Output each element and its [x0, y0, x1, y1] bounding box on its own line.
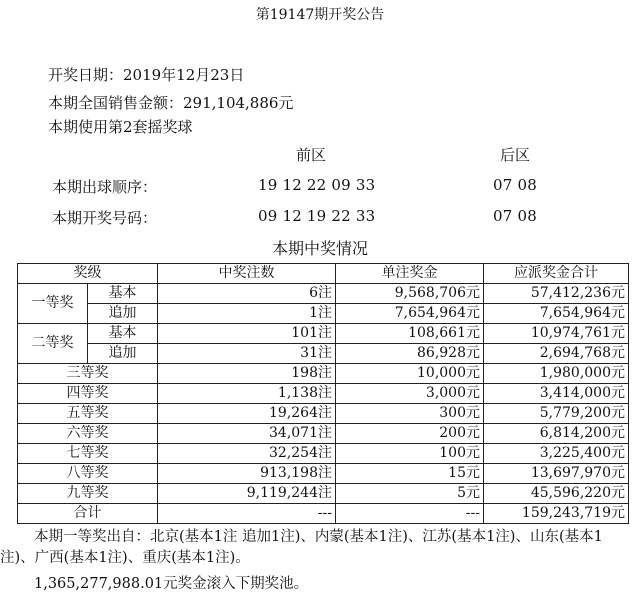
single-prize: 108,661元: [336, 324, 484, 344]
single-prize: 300元: [336, 404, 484, 424]
table-row: [18, 364, 629, 384]
total-prize: 3,225,400元: [484, 444, 629, 464]
prize-table: [17, 263, 629, 524]
single-prize: 5元: [336, 484, 484, 504]
single-prize: 200元: [336, 424, 484, 444]
single-prize: 10,000元: [336, 364, 484, 384]
winner-count: 198注: [158, 364, 336, 384]
table-row: [18, 444, 629, 464]
prize-type: 基本: [88, 284, 158, 304]
back-zone-header: 后区: [500, 146, 531, 164]
table-row: [18, 404, 629, 424]
winner-count: 1注: [158, 304, 336, 324]
first-prize-origin-text: 本期一等奖出自：北京(基本1注 追加1注)、内蒙(基本1注)、江苏(基本1注)、山东(基本1注)、广西(基本1注)、重庆(基本1注)。: [0, 529, 603, 566]
table-row: [18, 284, 629, 304]
total-prize: 13,697,970元: [484, 464, 629, 484]
prize-level: 五等奖: [18, 404, 158, 424]
single-prize: 7,654,964元: [336, 304, 484, 324]
sum-count: ---: [158, 504, 336, 524]
winner-count: 34,071注: [158, 424, 336, 444]
table-row: [18, 424, 629, 444]
header-total: 应派奖金合计: [484, 264, 629, 284]
table-sum-row: [18, 504, 629, 524]
header-count: 中奖注数: [158, 264, 336, 284]
winner-count: 101注: [158, 324, 336, 344]
total-prize: 3,414,000元: [484, 384, 629, 404]
prize-level: 四等奖: [18, 384, 158, 404]
winning-numbers-label: 本期开奖号码：: [52, 209, 158, 227]
total-prize: 57,412,236元: [484, 284, 629, 304]
draw-order-front: 19 12 22 09 33: [258, 176, 376, 194]
total-prize: 10,974,761元: [484, 324, 629, 344]
total-prize: 2,694,768元: [484, 344, 629, 364]
table-row: [18, 344, 629, 364]
prize-type: 基本: [88, 324, 158, 344]
winner-count: 31注: [158, 344, 336, 364]
jackpot-rollover: 1,365,277,988.01元奖金滚入下期奖池。: [34, 576, 309, 592]
prize-level: 八等奖: [18, 464, 158, 484]
ball-set-info: 本期使用第2套摇奖球: [48, 118, 193, 136]
winner-count: 19,264注: [158, 404, 336, 424]
prize-level: 九等奖: [18, 484, 158, 504]
winning-numbers-back: 07 08: [493, 207, 537, 225]
table-header-row: [18, 264, 629, 284]
prize-level: 一等奖: [18, 284, 88, 324]
winner-count: 1,138注: [158, 384, 336, 404]
total-prize: 5,779,200元: [484, 404, 629, 424]
single-prize: 86,928元: [336, 344, 484, 364]
table-row: [18, 464, 629, 484]
single-prize: 3,000元: [336, 384, 484, 404]
prize-level: 二等奖: [18, 324, 88, 364]
first-prize-origin-note: [0, 527, 632, 569]
table-row: [18, 324, 629, 344]
prize-level: 三等奖: [18, 364, 158, 384]
winner-count: 6注: [158, 284, 336, 304]
table-row: [18, 304, 629, 324]
front-zone-header: 前区: [296, 146, 327, 164]
prize-section-title: 本期中奖情况: [271, 239, 368, 258]
draw-date: 开奖日期：2019年12月23日: [48, 66, 245, 84]
winner-count: 913,198注: [158, 464, 336, 484]
prize-level: 六等奖: [18, 424, 158, 444]
sum-label: 合计: [18, 504, 158, 524]
total-prize: 1,980,000元: [484, 364, 629, 384]
draw-order-back: 07 08: [493, 176, 537, 194]
header-level: 奖级: [18, 264, 158, 284]
winner-count: 32,254注: [158, 444, 336, 464]
sum-total: 159,243,719元: [484, 504, 629, 524]
sales-amount: 本期全国销售金额：291,104,886元: [48, 94, 294, 112]
header-single: 单注奖金: [336, 264, 484, 284]
prize-type: 追加: [88, 344, 158, 364]
total-prize: 6,814,200元: [484, 424, 629, 444]
single-prize: 15元: [336, 464, 484, 484]
single-prize: 100元: [336, 444, 484, 464]
total-prize: 45,596,220元: [484, 484, 629, 504]
table-row: [18, 384, 629, 404]
prize-level: 七等奖: [18, 444, 158, 464]
total-prize: 7,654,964元: [484, 304, 629, 324]
winner-count: 9,119,244注: [158, 484, 336, 504]
single-prize: 9,568,706元: [336, 284, 484, 304]
prize-type: 追加: [88, 304, 158, 324]
table-row: [18, 484, 629, 504]
winning-numbers-front: 09 12 19 22 33: [258, 207, 376, 225]
announcement-title: 第19147期开奖公告: [255, 7, 385, 23]
draw-order-label: 本期出球顺序：: [52, 178, 158, 196]
sum-single: ---: [336, 504, 484, 524]
